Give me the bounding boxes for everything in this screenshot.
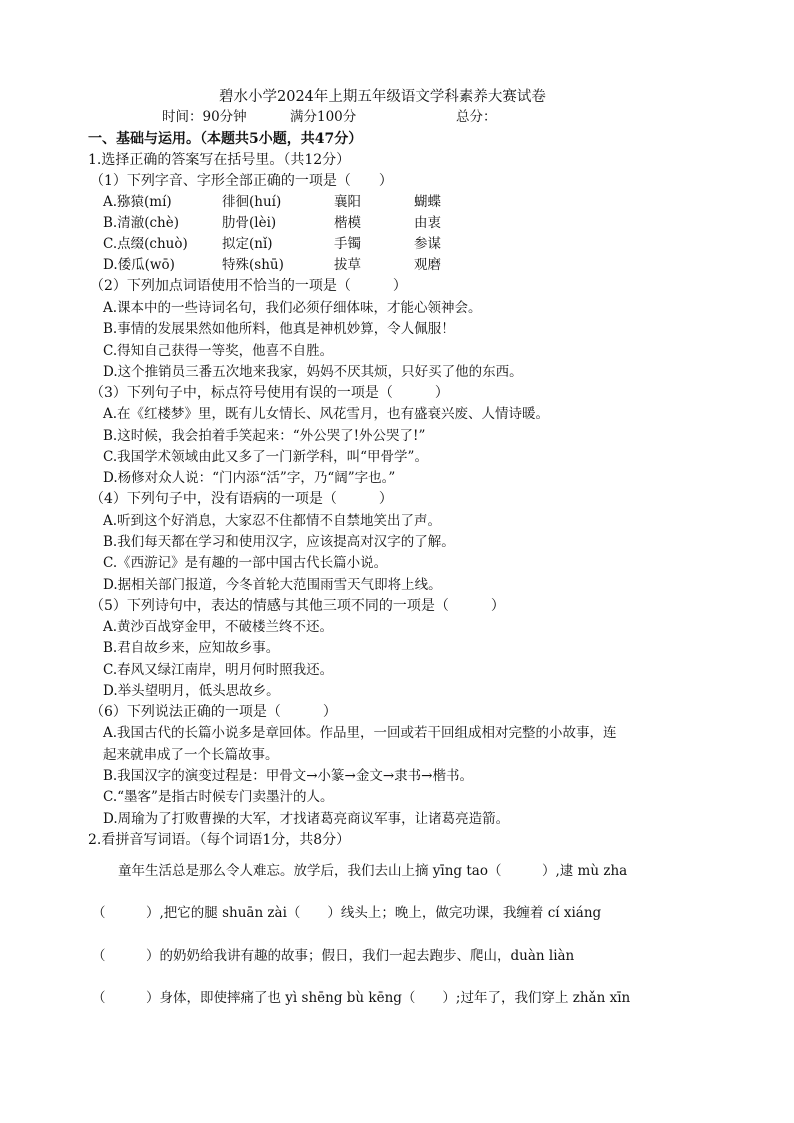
sub-question-4-stem: （4）下列句子中，没有语病的一项是（ ） [90, 491, 393, 507]
option-b: B.我国汉字的演变过程是：甲骨文→小篆→金文→隶书→楷书。 [103, 768, 473, 784]
option-cell: 襄阳 [334, 194, 361, 210]
exam-time: 时间：90分钟 [162, 109, 247, 125]
option-cell: 特殊(shū) [222, 257, 284, 273]
option-b: B.君自故乡来，应知故乡事。 [103, 640, 280, 656]
option-d: D.周瑜为了打败曹操的大军，才找诸葛亮商议军事，让诸葛亮造箭。 [103, 811, 510, 827]
option-d: D.这个推销员三番五次地来我家，妈妈不厌其烦，只好买了他的东西。 [103, 364, 523, 380]
exam-title: 碧水小学2024年上期五年级语文学科素养大赛试卷 [219, 89, 546, 105]
option-d: D.据相关部门报道，今冬首轮大范围雨雪天气即将上线。 [103, 577, 442, 593]
option-c: C.我国学术领域由此又多了一门新学科，叫“甲骨学”。 [103, 449, 428, 465]
exam-full-score: 满分100分 [290, 109, 357, 125]
section-heading: 一、基础与运用。（本题共5小题，共47分） [88, 131, 363, 147]
option-a-continued: 起来就串成了一个长篇故事。 [103, 747, 279, 763]
option-c: C.得知自己获得一等奖，他喜不自胜。 [103, 343, 334, 359]
option-cell: B.清澈(chè) [103, 215, 179, 231]
option-cell: 观磨 [414, 257, 441, 273]
option-cell: 徘徊(huí) [222, 194, 282, 210]
option-cell: 由衷 [414, 215, 441, 231]
sub-question-3-stem: （3）下列句子中，标点符号使用有误的一项是（ ） [90, 385, 449, 401]
option-d: D.举头望明月，低头思故乡。 [103, 683, 280, 699]
option-c: C.《西游记》是有趣的一部中国古代长篇小说。 [103, 555, 388, 571]
pinyin-paragraph-line: 童年生活总是那么令人难忘。放学后，我们去山上摘 yīng tao（ ）,逮 mù zha [118, 863, 628, 879]
option-a: A.我国古代的长篇小说多是章回体。作品里，一回或若干回组成相对完整的小故事，连 [103, 725, 617, 741]
option-cell: 楷模 [334, 215, 361, 231]
question-2-title: 2.看拼音写词语。（每个词语1分，共8分） [88, 832, 351, 848]
option-d: D.杨修对众人说：“门内添“活”字，乃“阔”字也。” [103, 470, 396, 486]
sub-question-1-stem: （1）下列字音、字形全部正确的一项是（ ） [90, 173, 393, 189]
option-c: C.春风又绿江南岸，明月何时照我还。 [103, 662, 334, 678]
option-b: B.事情的发展果然如他所料，他真是神机妙算，令人佩服！ [103, 321, 455, 337]
exam-score: 总分： [456, 109, 497, 125]
sub-question-5-stem: （5）下列诗句中，表达的情感与其他三项不同的一项是（ ） [90, 598, 505, 614]
pinyin-paragraph-line: （ ）身体，即使摔痛了也 yì shēng bù kēng（ ）;过年了，我们穿上 zhǎn xīn [92, 990, 631, 1006]
option-cell: D.倭瓜(wō) [103, 257, 175, 273]
option-a: A.听到这个好消息，大家忍不住都情不自禁地笑出了声。 [103, 513, 442, 529]
sub-question-6-stem: （6）下列说法正确的一项是（ ） [90, 704, 337, 720]
pinyin-paragraph-line: （ ）的奶奶给我讲有趣的故事；假日，我们一起去跑步、爬山，duàn liàn [92, 948, 575, 964]
sub-question-2-stem: （2）下列加点词语使用不恰当的一项是（ ） [90, 278, 407, 294]
option-b: B.我们每天都在学习和使用汉字，应该提高对汉字的了解。 [103, 534, 455, 550]
option-cell: A.猕猿(mí) [103, 194, 172, 210]
option-a: A.在《红楼梦》里，既有儿女情长、风花雪月，也有盛衰兴废、人情诗暖。 [103, 406, 550, 422]
option-c: C.“墨客”是指古时候专门卖墨汁的人。 [103, 789, 334, 805]
option-cell: 参谋 [414, 236, 441, 252]
option-a: A.黄沙百战穿金甲，不破楼兰终不还。 [103, 619, 334, 635]
pinyin-paragraph-line: （ ）,把它的腿 shuān zài（ ）线头上；晚上，做完功课，我缠着 cí xiáng [92, 905, 602, 921]
option-cell: 拟定(nǐ) [222, 236, 273, 252]
option-a: A.课本中的一些诗词名句，我们必须仔细体味，才能心领神会。 [103, 300, 482, 316]
option-b: B.这时候，我会拍着手笑起来：“外公哭了!外公哭了!” [103, 428, 426, 444]
option-cell: C.点缀(chuò) [103, 236, 188, 252]
option-cell: 蝴蝶 [414, 194, 441, 210]
question-1-title: 1.选择正确的答案写在括号里。（共12分） [88, 152, 351, 168]
option-cell: 拔草 [334, 257, 361, 273]
option-cell: 手镯 [334, 236, 361, 252]
option-cell: 肋骨(lèi) [222, 215, 277, 231]
